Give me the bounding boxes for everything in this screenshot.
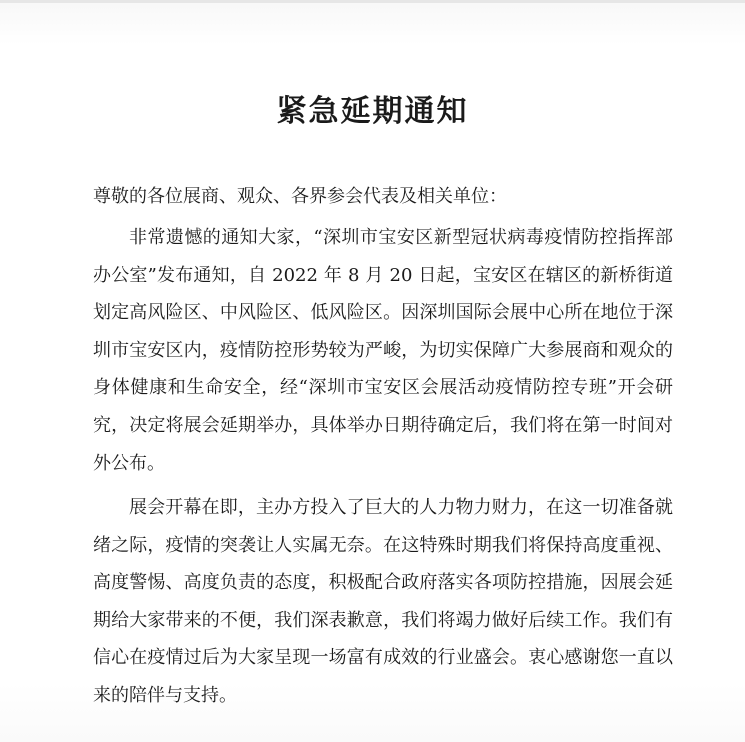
paragraph-apology: 展会开幕在即，主办方投入了巨大的人力物力财力，在这一切准备就绪之际，疫情的突袭让人实属无奈。在这特殊时期我们将保持高度重视、高度警惕、高度负责的态度，积极配合政府落实各项防控措施，因展会延期给大家带来的不便，我们深表歉意，我们将竭力做好后续工作。我们有信心在疫情过后为大家呈现一场富有成效的行业盛会。衷心感谢您一直以来的陪伴与支持。 [93, 497, 673, 706]
notice-title: 紧急延期通知 [276, 94, 469, 129]
scan-edge [0, 0, 745, 3]
paragraph-postponement-reason: 非常遗憾的通知大家，“深圳市宝安区新型冠状病毒疫情防控指挥部办公室”发布通知，自 2022 年 8 月 20 日起，宝安区在辖区的新桥街道划定高风险区、中风险区、低风险区。因深圳国际会展中心所在地位于深圳市宝安区内，疫情防控形势较为严峻，为切实保障广大参展商和观众的身体健康和生命安全，经“深圳市宝安区会展活动疫情防控专班”开会研究，决定将展会延期举办，具体举办日期待确定后，我们将在第一时间对外公布。 [93, 227, 673, 474]
salutation: 尊敬的各位展商、观众、各界参会代表及相关单位： [93, 186, 507, 207]
